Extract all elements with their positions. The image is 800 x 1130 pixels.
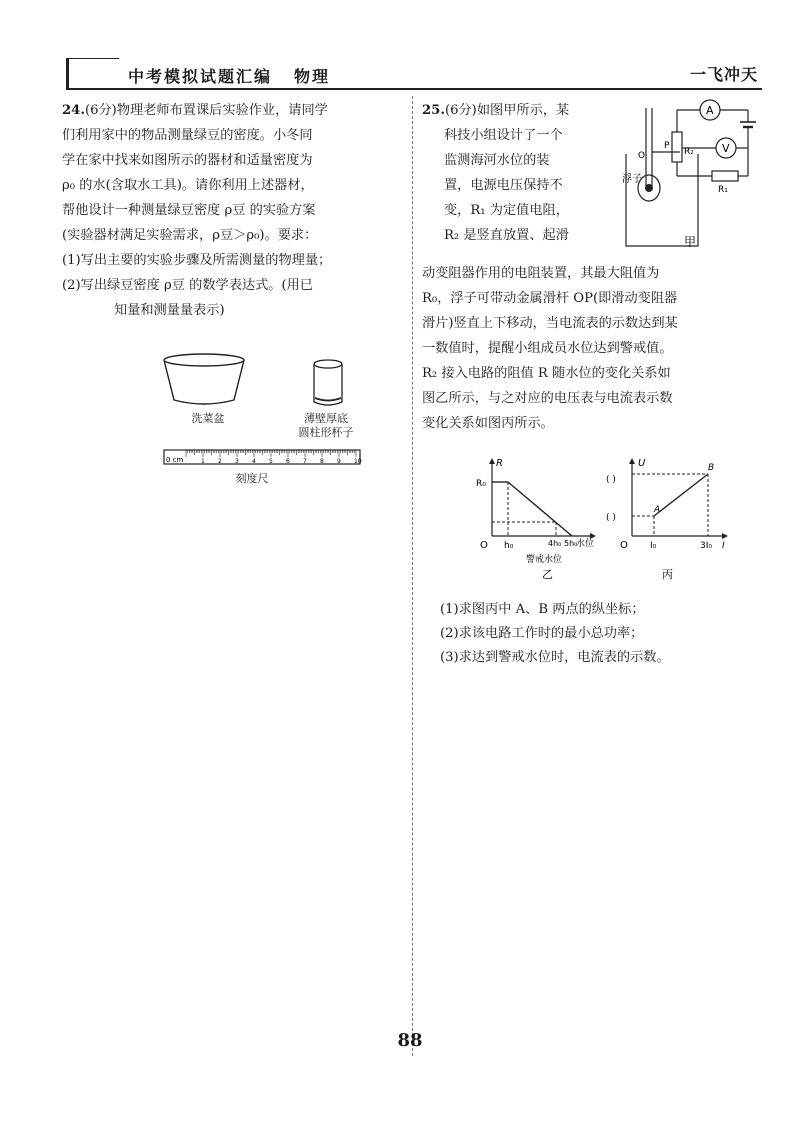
yi-origin: O bbox=[480, 540, 488, 551]
figure-yi-caption: 乙 bbox=[542, 568, 553, 581]
ruler-tick-label: 1 bbox=[201, 458, 205, 465]
ruler-label: 刻度尺 bbox=[235, 472, 269, 485]
q25-sub-3: (3)求达到警戒水位时，电流表的示数。 bbox=[440, 650, 670, 665]
q24-item-1: (1)写出主要的实验步骤及所需测量的物理量； bbox=[62, 253, 332, 268]
figure-jia-circuit bbox=[620, 96, 780, 256]
water-tank bbox=[626, 154, 698, 246]
q25-body: 图乙所示，与之对应的电压表与电流表示数 bbox=[422, 391, 673, 406]
yi-y-label: R bbox=[496, 458, 503, 469]
header-rule bbox=[66, 88, 762, 90]
q25-body: R₀，浮子可带动金属滑杆 OP(即滑动变阻器 bbox=[422, 291, 678, 306]
q24-number: 24. bbox=[62, 103, 85, 118]
ruler-tick-label: 5 bbox=[269, 458, 273, 465]
q25-body: 滑片)竖直上下移动，当电流表的示数达到某 bbox=[422, 316, 678, 331]
cup-rim bbox=[314, 360, 342, 368]
bing-blank-b: ( ) bbox=[606, 475, 616, 485]
ammeter-label: A bbox=[706, 104, 714, 117]
bing-blank-a: ( ) bbox=[606, 513, 616, 523]
yi-y-arrow bbox=[489, 458, 495, 464]
q25-sub-questions bbox=[440, 598, 770, 670]
q24-stem: ρ₀ 的水(含取水工具)。请你利用上述器材， bbox=[62, 178, 314, 193]
q24-stem: (实验器材满足实验需求，ρ豆＞ρ₀)。要求： bbox=[62, 228, 318, 243]
q24-stem: 帮他设计一种测量绿豆密度 ρ豆 的实验方案 bbox=[62, 203, 316, 218]
bing-x-arrow bbox=[722, 533, 728, 539]
ruler-tick-label: 3 bbox=[235, 458, 239, 465]
figure-jia-caption: 甲 bbox=[684, 235, 697, 249]
q25-body: 一数值时，提醒小组成员水位达到警戒值。 bbox=[422, 341, 673, 356]
yi-warn-label: 警戒水位 bbox=[526, 555, 563, 565]
yi-line-slope bbox=[508, 482, 572, 536]
q25-number: 25. bbox=[422, 103, 445, 118]
q24-stem: 们利用家中的物品测量绿豆的密度。小冬同 bbox=[62, 128, 313, 143]
figure-bing-caption: 丙 bbox=[662, 568, 673, 581]
q24-stem: 学在家中找来如图所示的器材和适量密度为 bbox=[62, 153, 313, 168]
q25-sub-1: (1)求图丙中 A、B 两点的纵坐标； bbox=[440, 602, 645, 617]
q25-intro: R₂ 是竖直放置、起滑 bbox=[444, 228, 569, 243]
q25-body: 动变阻器作用的电阻装置，其最大阻值为 bbox=[422, 266, 660, 281]
yi-y-tick: R₀ bbox=[476, 479, 486, 489]
cup-label-1: 薄壁厚底 bbox=[304, 412, 348, 425]
header-subject: 物理 bbox=[294, 67, 331, 86]
ruler-ticks bbox=[186, 450, 356, 457]
cup-label-2: 圆柱形杯子 bbox=[298, 426, 354, 439]
basin-label: 洗菜盆 bbox=[191, 412, 225, 425]
q25-intro: 监测海河水位的装 bbox=[444, 153, 550, 168]
q25-intro: 科技小组设计了一个 bbox=[444, 128, 563, 143]
bing-x-tick: I₀ bbox=[650, 541, 657, 551]
q25-intro: 置，电源电压保持不 bbox=[444, 178, 563, 193]
header-title-text: 中考模拟试题汇编 bbox=[128, 67, 273, 86]
q25-body: R₂ 接入电路的阻值 R 随水位的变化关系如 bbox=[422, 366, 671, 381]
ruler-tick-label: 4 bbox=[252, 458, 256, 465]
ruler-tick-label: 8 bbox=[320, 458, 324, 465]
yi-x-label: 水位 bbox=[576, 539, 595, 549]
bing-y-arrow bbox=[629, 458, 635, 464]
q25-points: (6分) bbox=[444, 103, 477, 118]
q25-sub-2: (2)求该电路工作时的最小总功率； bbox=[440, 626, 644, 641]
ruler-tick-label: 2 bbox=[218, 458, 222, 465]
q24-stem: 物理老师布置课后实验作业，请同学 bbox=[116, 103, 328, 118]
r1-label: R₁ bbox=[718, 185, 728, 195]
r2-resistor bbox=[672, 132, 682, 162]
yi-x-tick: h₀ bbox=[504, 541, 514, 551]
yi-x-tick: 5h₀ bbox=[564, 539, 578, 548]
column-divider bbox=[412, 96, 413, 1056]
bing-origin: O bbox=[620, 540, 628, 551]
r1-resistor bbox=[712, 171, 738, 181]
ruler-tick-label: 7 bbox=[303, 458, 307, 465]
ruler-tick-label: 9 bbox=[337, 458, 341, 465]
figure-yi-graph bbox=[472, 456, 602, 586]
q24-points: (6分) bbox=[84, 103, 117, 118]
header-logo-mark bbox=[66, 58, 119, 89]
figure-bing-graph bbox=[604, 456, 744, 586]
q24-item-2-cont: 知量和测量量表示) bbox=[114, 303, 225, 318]
bing-y-label: U bbox=[638, 458, 646, 469]
question-25-intro bbox=[422, 98, 624, 248]
bing-x-tick: 3I₀ bbox=[700, 541, 712, 551]
basin-rim bbox=[164, 354, 244, 366]
bing-point-a: A bbox=[654, 505, 661, 515]
bing-point-b: B bbox=[708, 463, 715, 473]
cup-thick-base bbox=[315, 398, 341, 401]
o-label: O bbox=[638, 151, 646, 161]
ruler-unit: 0 cm bbox=[166, 456, 184, 464]
question-24 bbox=[62, 98, 407, 323]
header-brand: 一飞冲天 bbox=[689, 65, 758, 84]
bing-line-ab bbox=[654, 474, 708, 516]
page-number: 88 bbox=[397, 1030, 423, 1051]
q24-line-1 bbox=[62, 98, 407, 123]
ruler-tick-label: 10 bbox=[354, 458, 362, 465]
q25-intro: 如图甲所示，某 bbox=[476, 103, 570, 118]
q25-intro: 变，R₁ 为定值电阻， bbox=[444, 203, 569, 218]
q25-line-1 bbox=[422, 98, 624, 123]
ruler-tick-label: 6 bbox=[286, 458, 290, 465]
p-label: P bbox=[664, 141, 670, 151]
q25-body: 变化关系如图丙所示。 bbox=[422, 416, 554, 431]
yi-x-tick: 4h₀ bbox=[548, 539, 562, 548]
q24-item-2: (2)写出绿豆密度 ρ豆 的数学表达式。(用已 bbox=[62, 278, 313, 293]
float-core bbox=[645, 184, 653, 192]
bing-x-label: I bbox=[722, 541, 725, 551]
float-label: 浮子 bbox=[622, 174, 642, 185]
page-header bbox=[66, 58, 762, 92]
r2-label: R₂ bbox=[684, 147, 694, 157]
header-title bbox=[128, 64, 330, 87]
question-25-body bbox=[422, 261, 770, 436]
voltmeter-label: V bbox=[722, 142, 730, 155]
